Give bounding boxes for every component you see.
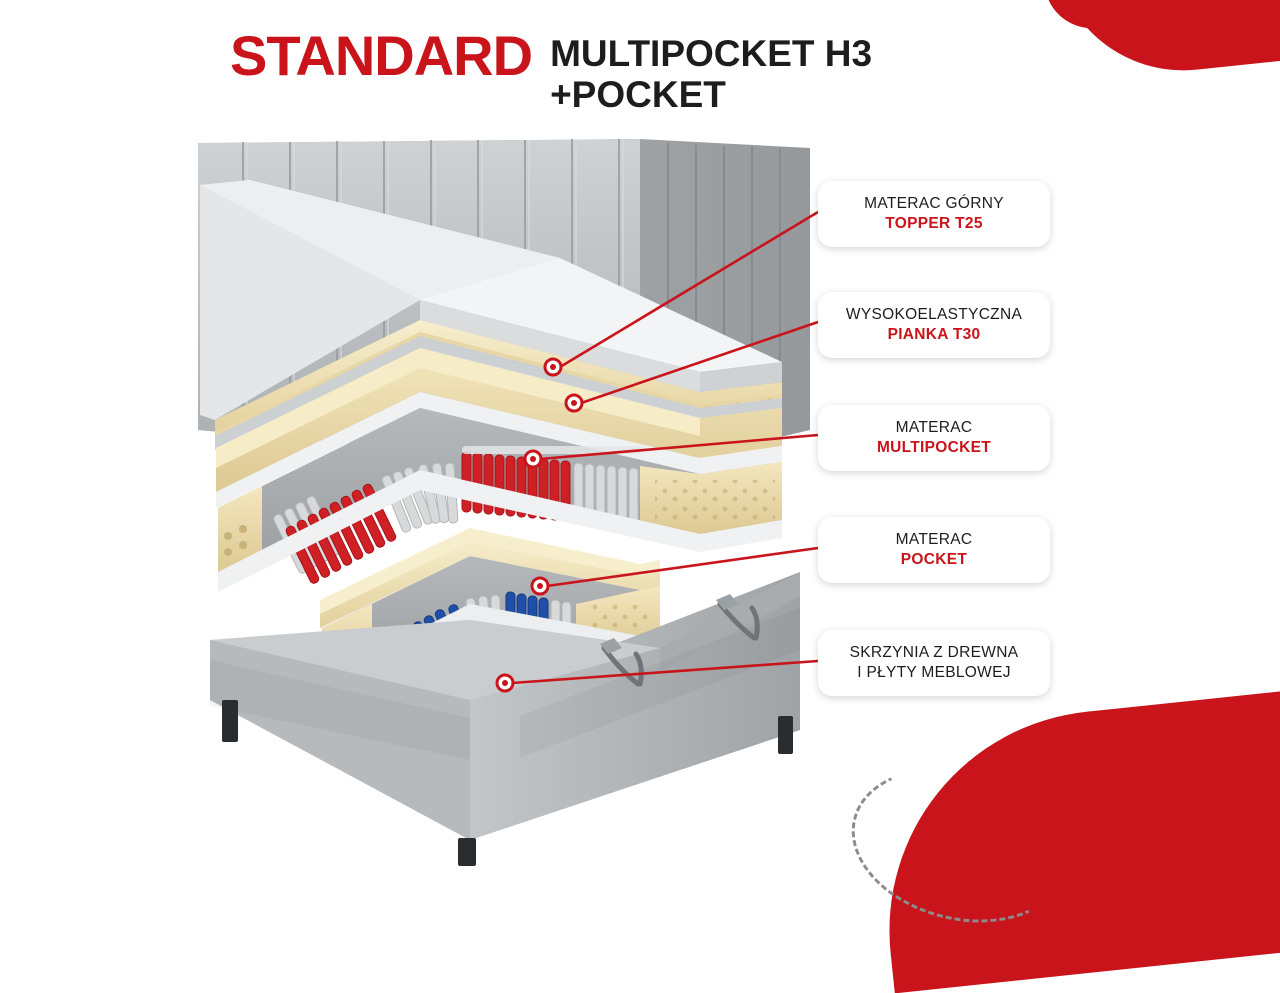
callout-storage-box-line1: SKRZYNIA Z DREWNA	[849, 644, 1019, 661]
callout-multipocket	[818, 405, 1050, 471]
callout-foam	[818, 292, 1050, 358]
callout-topper-line2: TOPPER T25	[885, 214, 983, 232]
callout-storage-box	[818, 630, 1050, 696]
callout-pocket-line2: POCKET	[900, 550, 968, 568]
callout-foam-line2: PIANKA T30	[887, 325, 981, 343]
callout-multipocket-line1: MATERAC	[895, 419, 973, 436]
callout-foam-line1: WYSOKOELASTYCZNA	[845, 306, 1023, 323]
callout-topper	[818, 181, 1050, 247]
callout-pocket-line1: MATERAC	[895, 531, 973, 548]
callout-topper-line1: MATERAC GÓRNY	[864, 195, 1004, 212]
title-main: STANDARD	[230, 24, 533, 87]
title-sub: MULTIPOCKET H3 +POCKET	[550, 33, 873, 116]
callout-pocket	[818, 517, 1050, 583]
page-title	[230, 24, 950, 116]
callout-multipocket-line2: MULTIPOCKET	[876, 438, 992, 456]
callout-storage-box-line2: I PŁYTY MEBLOWEJ	[857, 663, 1011, 681]
